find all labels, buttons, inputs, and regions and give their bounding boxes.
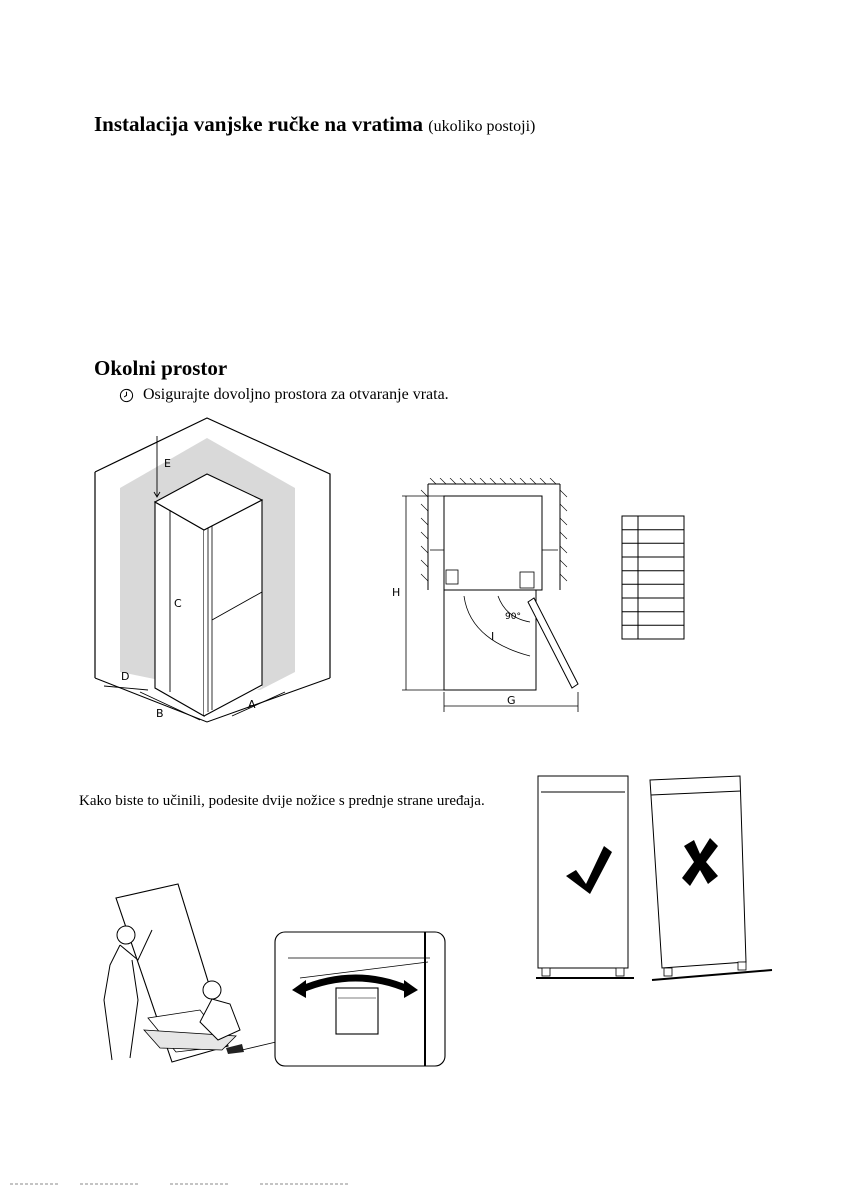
dimension-table <box>619 514 685 641</box>
dim-line-h <box>402 496 444 690</box>
label-a: A <box>248 698 256 711</box>
fridge-dimensions-3d-diagram <box>92 416 344 738</box>
correct-foot-left <box>542 968 550 976</box>
person-standing-head <box>117 926 135 944</box>
callout-line <box>242 1042 276 1050</box>
label-g: G <box>507 694 516 707</box>
page-bottom-edge-marks <box>0 1180 846 1186</box>
label-h: H <box>392 586 401 599</box>
right-hinge <box>520 572 534 588</box>
label-b: B <box>156 707 164 720</box>
label-i: I <box>491 630 495 643</box>
incorrect-foot-left <box>664 968 672 976</box>
handle-title-note: (ukoliko postoji) <box>428 118 536 135</box>
dim-line-d <box>104 686 148 690</box>
door-opening-top-view-diagram <box>388 478 588 714</box>
person-kneeling-head <box>203 981 221 999</box>
correct-foot-right <box>616 968 624 976</box>
label-d: D <box>121 670 130 683</box>
door-space-note <box>119 386 449 404</box>
label-e: E <box>164 457 171 470</box>
foot-knob <box>336 988 378 1034</box>
section-title-handle <box>94 112 535 137</box>
level-comparison-illustration <box>532 772 778 984</box>
label-90: 90° <box>505 612 521 622</box>
incorrect-foot-right <box>738 962 746 970</box>
leveling-instruction: Kako biste to učinili, podesite dvije nožice s prednje strane uređaja. <box>79 793 485 809</box>
handle-title-main: Instalacija vanjske ručke na vratima <box>94 112 423 136</box>
correct-fridge <box>538 776 628 968</box>
door-space-note-text: Osigurajte dovoljno prostora za otvaranje vrata. <box>143 386 449 403</box>
adjustable-foot <box>226 1044 244 1054</box>
section-title-surroundings: Okolni prostor <box>94 356 228 380</box>
clock-icon <box>119 388 134 403</box>
fridge-lower-body <box>444 590 536 690</box>
leveling-feet-illustration <box>94 880 448 1070</box>
label-c: C <box>174 597 182 610</box>
left-hinge <box>446 570 458 584</box>
table-frame <box>622 516 684 639</box>
